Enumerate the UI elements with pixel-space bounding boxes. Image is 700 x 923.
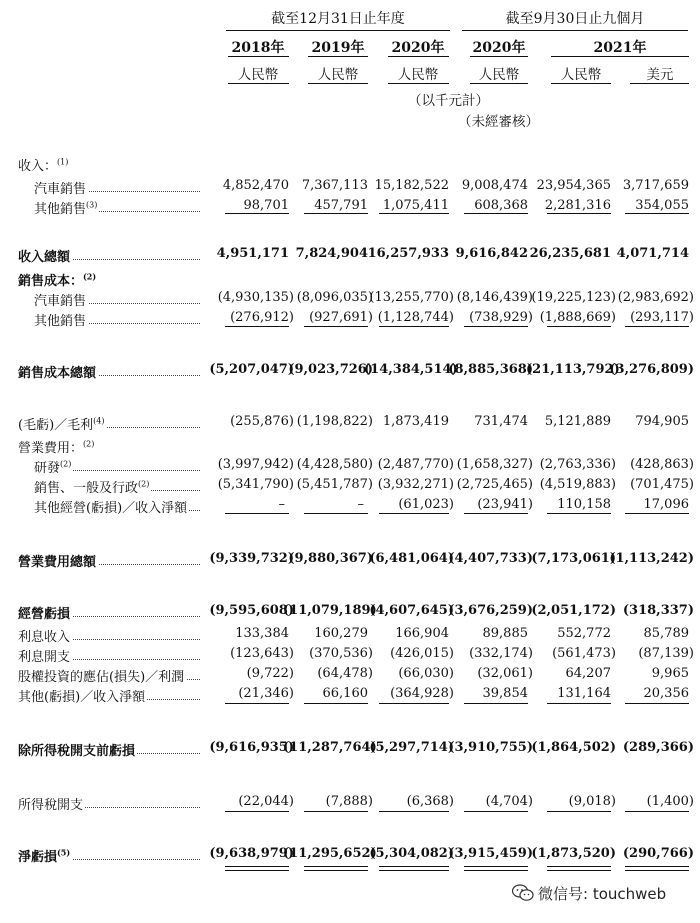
row-label-text: 除所得稅開支前虧損 <box>18 744 136 759</box>
row-label <box>18 646 200 665</box>
cell-value: (1,888,669) <box>539 310 616 325</box>
row-label-text: 其他(虧損)／收入淨額 <box>18 690 146 705</box>
cell-value: (1,128,744) <box>377 310 454 325</box>
sum-rule <box>625 213 689 214</box>
cell-value: 3,717,659 <box>622 178 689 193</box>
cell-value: (11,287,764) <box>283 740 377 755</box>
row-label <box>18 846 200 865</box>
cell-value: (61,023) <box>398 497 454 512</box>
cell-value: 98,701 <box>243 198 289 213</box>
row-label-text: 營業費用總額 <box>18 555 97 570</box>
sum-rule <box>225 326 289 327</box>
header-rule-left <box>226 30 450 31</box>
table-row <box>0 437 700 457</box>
cell-value: – <box>357 497 364 512</box>
table-row <box>0 155 700 175</box>
table-row <box>0 270 700 290</box>
currency-header: 美元 <box>646 67 674 83</box>
row-label-text: 利息收入 <box>18 630 71 645</box>
row-label-text: 收入： <box>18 159 58 174</box>
cell-value: (370,536) <box>309 646 373 661</box>
row-label-text: 利息開支 <box>18 650 71 665</box>
row-label <box>34 310 200 329</box>
cell-value: 2,281,316 <box>544 198 611 213</box>
cell-value: 131,164 <box>557 686 611 701</box>
sum-rule <box>547 326 611 327</box>
cell-value: (9,722) <box>246 666 294 681</box>
double-rule <box>547 866 611 871</box>
cell-value: 20,356 <box>643 686 689 701</box>
cell-value: 7,824,904 <box>295 246 368 261</box>
cell-value: 1,075,411 <box>382 198 449 213</box>
currency-rule <box>630 83 689 84</box>
cell-value: 457,791 <box>314 198 368 213</box>
cell-value: 160,279 <box>314 626 368 641</box>
cell-value: (4,428,580) <box>296 457 373 472</box>
row-label-text: 汽車銷售 <box>34 294 87 309</box>
cell-value: (13,255,770) <box>369 290 454 305</box>
cell-value: (5,451,787) <box>296 477 373 492</box>
cell-value: (19,225,123) <box>531 290 616 305</box>
row-label-text: 營業費用： <box>18 441 84 456</box>
unit-note: （以千元計） <box>408 93 489 109</box>
sum-rule <box>379 513 449 514</box>
cell-value: (332,174) <box>469 646 533 661</box>
table-row <box>0 362 700 382</box>
cell-value: (22,044) <box>238 794 294 809</box>
sum-rule <box>464 513 528 514</box>
cell-value: (2,725,465) <box>456 477 533 492</box>
sum-rule <box>225 703 289 704</box>
cell-value: 23,954,365 <box>536 178 611 193</box>
cell-value: (2,487,770) <box>377 457 454 472</box>
cell-value: 9,616,842 <box>455 246 528 261</box>
footnote-marker: (3) <box>86 200 98 210</box>
sum-rule <box>304 513 368 514</box>
table-row <box>0 551 700 571</box>
footnote-marker: (1) <box>57 157 69 167</box>
cell-value: (4,607,645) <box>369 603 454 618</box>
cell-value: (11,079,189) <box>283 603 377 618</box>
row-label-text: 其他經營(虧損)／收入淨額 <box>34 501 188 516</box>
cell-value: (9,880,367) <box>288 551 373 566</box>
row-label <box>34 178 200 197</box>
double-rule <box>625 866 689 871</box>
cell-value: 17,096 <box>643 497 689 512</box>
row-label-text: 研發 <box>34 461 61 476</box>
cell-value: (561,473) <box>552 646 616 661</box>
cell-value: (1,400) <box>646 794 694 809</box>
cell-value: 4,951,171 <box>216 246 289 261</box>
row-label <box>18 603 200 622</box>
currency-header: 人民幣 <box>397 67 439 83</box>
cell-value: (9,638,979) <box>209 846 294 861</box>
row-label <box>34 198 200 217</box>
cell-value: 166,904 <box>395 626 449 641</box>
row-label <box>34 477 200 496</box>
cell-value: 4,852,470 <box>222 178 289 193</box>
sum-rule <box>304 811 368 812</box>
wechat-icon <box>512 884 534 902</box>
row-label <box>34 290 200 309</box>
cell-value: 9,008,474 <box>461 178 528 193</box>
cell-value: (3,915,459) <box>448 846 533 861</box>
cell-value: 1,873,419 <box>382 414 449 429</box>
double-rule <box>379 866 449 871</box>
cell-value: (293,117) <box>630 310 694 325</box>
cell-value: 85,789 <box>643 626 689 641</box>
cell-value: 4,071,714 <box>616 246 689 261</box>
cell-value: (3,932,271) <box>377 477 454 492</box>
sum-rule <box>379 213 449 214</box>
cell-value: (255,876) <box>230 414 294 429</box>
cell-value: (9,018) <box>568 794 616 809</box>
row-label <box>18 270 198 289</box>
footnote-marker: (2) <box>60 459 72 469</box>
year-rule <box>470 56 528 57</box>
year-header: 2020年 <box>472 40 526 56</box>
row-label <box>18 551 200 570</box>
cell-value: (21,113,792) <box>526 362 620 377</box>
cell-value: (276,912) <box>230 310 294 325</box>
row-label <box>18 740 200 759</box>
cell-value: 15,182,522 <box>374 178 449 193</box>
cell-value: 7,367,113 <box>301 178 368 193</box>
currency-header: 人民幣 <box>478 67 520 83</box>
row-label <box>18 155 198 174</box>
sum-rule <box>379 326 449 327</box>
currency-header: 人民幣 <box>237 67 279 83</box>
table-row <box>0 846 700 866</box>
table-row <box>0 497 700 517</box>
row-label-text: 銷售、一般及行政 <box>34 481 139 496</box>
header-nine-months-group: 截至9月30日止九個月 <box>505 11 645 27</box>
cell-value: 794,905 <box>635 414 689 429</box>
cell-value: (8,885,368) <box>448 362 533 377</box>
sum-rule <box>547 703 611 704</box>
cell-value: (3,276,809) <box>609 362 694 377</box>
cell-value: (2,983,692) <box>617 290 694 305</box>
table-row <box>0 477 700 497</box>
cell-value: (8,096,035) <box>296 290 373 305</box>
footnote-marker: (4) <box>93 416 105 426</box>
cell-value: (3,676,259) <box>448 603 533 618</box>
cell-value: 110,158 <box>557 497 611 512</box>
cell-value: – <box>278 497 285 512</box>
cell-value: (8,146,439) <box>456 290 533 305</box>
cell-value: (1,873,520) <box>531 846 616 861</box>
row-label-text: 其他銷售 <box>34 202 87 217</box>
double-rule <box>304 866 368 871</box>
cell-value: 64,207 <box>565 666 611 681</box>
row-label <box>34 457 200 476</box>
cell-value: (428,863) <box>630 457 694 472</box>
cell-value: 66,160 <box>322 686 368 701</box>
year-header: 2018年 <box>231 40 285 56</box>
row-label-text: 經營虧損 <box>18 607 71 622</box>
sum-rule <box>225 811 289 812</box>
currency-rule <box>308 83 368 84</box>
cell-value: (4,519,883) <box>539 477 616 492</box>
row-label-text: 汽車銷售 <box>34 182 87 197</box>
cell-value: (6,481,064) <box>369 551 454 566</box>
cell-value: (5,297,714) <box>369 740 454 755</box>
cell-value: 9,965 <box>651 666 689 681</box>
unaudited-note: （未經審核） <box>458 114 539 130</box>
cell-value: (9,616,935) <box>209 740 294 755</box>
footnote-marker: (2) <box>83 439 95 449</box>
cell-value: (3,997,942) <box>217 457 294 472</box>
cell-value: (7,888) <box>325 794 373 809</box>
cell-value: (364,928) <box>390 686 454 701</box>
year-rule <box>388 56 449 57</box>
sum-rule <box>304 213 368 214</box>
table-row <box>0 666 700 686</box>
row-label-text: 銷售成本： <box>18 274 84 289</box>
sum-rule <box>547 213 611 214</box>
double-rule <box>464 866 528 871</box>
sum-rule <box>464 703 528 704</box>
cell-value: (21,346) <box>238 686 294 701</box>
header-year-end-group: 截至12月31日止年度 <box>271 11 405 27</box>
year-rule <box>228 56 289 57</box>
year-rule <box>551 56 689 57</box>
row-label <box>18 686 200 705</box>
cell-value: (290,766) <box>622 846 694 861</box>
sum-rule <box>225 513 289 514</box>
currency-header: 人民幣 <box>560 67 602 83</box>
row-label-text: 其他銷售 <box>34 314 87 329</box>
table-row <box>0 290 700 310</box>
cell-value: 5,121,889 <box>544 414 611 429</box>
cell-value: 133,384 <box>235 626 289 641</box>
cell-value: (1,198,822) <box>296 414 373 429</box>
sum-rule <box>225 213 289 214</box>
table-row <box>0 740 700 760</box>
sum-rule <box>379 811 449 812</box>
cell-value: (14,384,514) <box>364 362 458 377</box>
sum-rule <box>464 326 528 327</box>
sum-rule <box>625 811 689 812</box>
cell-value: (2,051,172) <box>531 603 616 618</box>
row-label-text: 所得稅開支 <box>18 798 84 813</box>
currency-header: 人民幣 <box>317 67 359 83</box>
cell-value: (32,061) <box>477 666 533 681</box>
cell-value: (23,941) <box>477 497 533 512</box>
cell-value: (66,030) <box>398 666 454 681</box>
row-label-text: (毛虧)／毛利 <box>18 418 94 433</box>
cell-value: (1,113,242) <box>609 551 694 566</box>
table-row <box>0 646 700 666</box>
year-header: 2019年 <box>311 40 365 56</box>
table-row <box>0 603 700 623</box>
table-row <box>0 414 700 434</box>
cell-value: 39,854 <box>482 686 528 701</box>
footnote-marker: (2) <box>138 479 150 489</box>
cell-value: (1,864,502) <box>531 740 616 755</box>
cell-value: (64,478) <box>317 666 373 681</box>
sum-rule <box>464 213 528 214</box>
row-label <box>18 437 198 456</box>
cell-value: (289,366) <box>622 740 694 755</box>
sum-rule <box>625 513 689 514</box>
cell-value: (9,339,732) <box>209 551 294 566</box>
cell-value: (6,368) <box>406 794 454 809</box>
sum-rule <box>464 811 528 812</box>
cell-value: (11,295,652) <box>283 846 377 861</box>
table-row <box>0 626 700 646</box>
row-label-text: 收入總額 <box>18 250 71 265</box>
year-rule <box>308 56 368 57</box>
sum-rule <box>304 326 368 327</box>
row-label <box>18 246 200 265</box>
cell-value: (9,595,608) <box>209 603 294 618</box>
double-rule <box>225 866 289 871</box>
row-label-text: 淨虧損 <box>18 850 58 865</box>
currency-rule <box>470 83 528 84</box>
cell-value: 731,474 <box>474 414 528 429</box>
cell-value: (1,658,327) <box>456 457 533 472</box>
cell-value: 16,257,933 <box>367 246 449 261</box>
sum-rule <box>547 811 611 812</box>
cell-value: (4,704) <box>485 794 533 809</box>
header-rule-right <box>462 30 688 31</box>
sum-rule <box>625 703 689 704</box>
table-row <box>0 457 700 477</box>
row-label <box>18 666 200 685</box>
cell-value: (2,763,336) <box>539 457 616 472</box>
cell-value: (9,023,726) <box>288 362 373 377</box>
cell-value: (123,643) <box>230 646 294 661</box>
cell-value: 26,235,681 <box>529 246 611 261</box>
cell-value: 608,368 <box>474 198 528 213</box>
footnote-marker: (5) <box>57 847 71 858</box>
table-row <box>0 198 700 218</box>
row-label <box>34 497 200 516</box>
cell-value: (4,930,135) <box>217 290 294 305</box>
cell-value: (5,341,790) <box>217 477 294 492</box>
cell-value: 354,055 <box>635 198 689 213</box>
cell-value: (3,910,755) <box>448 740 533 755</box>
cell-value: (5,304,082) <box>369 846 454 861</box>
sum-rule <box>547 513 611 514</box>
row-label <box>18 414 200 433</box>
cell-value: (318,337) <box>622 603 694 618</box>
currency-rule <box>228 83 289 84</box>
cell-value: 89,885 <box>482 626 528 641</box>
cell-value: (927,691) <box>309 310 373 325</box>
row-label <box>18 794 200 813</box>
sum-rule <box>625 326 689 327</box>
sum-rule <box>379 703 449 704</box>
table-row <box>0 246 700 266</box>
row-label <box>18 362 200 381</box>
cell-value: (5,207,047) <box>209 362 294 377</box>
row-label-text: 銷售成本總額 <box>18 366 97 381</box>
cell-value: (701,475) <box>630 477 694 492</box>
table-row <box>0 178 700 198</box>
cell-value: 552,772 <box>557 626 611 641</box>
cell-value: (7,173,061) <box>531 551 616 566</box>
table-row <box>0 310 700 330</box>
watermark-text: 微信号: touchweb <box>538 885 667 903</box>
footnote-marker: (2) <box>83 271 97 282</box>
cell-value: (426,015) <box>390 646 454 661</box>
year-header: 2021年 <box>593 40 647 56</box>
currency-rule <box>388 83 449 84</box>
cell-value: (4,407,733) <box>448 551 533 566</box>
sum-rule <box>304 703 368 704</box>
cell-value: (87,139) <box>638 646 694 661</box>
cell-value: (738,929) <box>469 310 533 325</box>
row-label-text: 股權投資的應佔(損失)／利潤 <box>18 670 185 685</box>
year-header: 2020年 <box>391 40 445 56</box>
row-label <box>18 626 200 645</box>
currency-rule <box>551 83 611 84</box>
